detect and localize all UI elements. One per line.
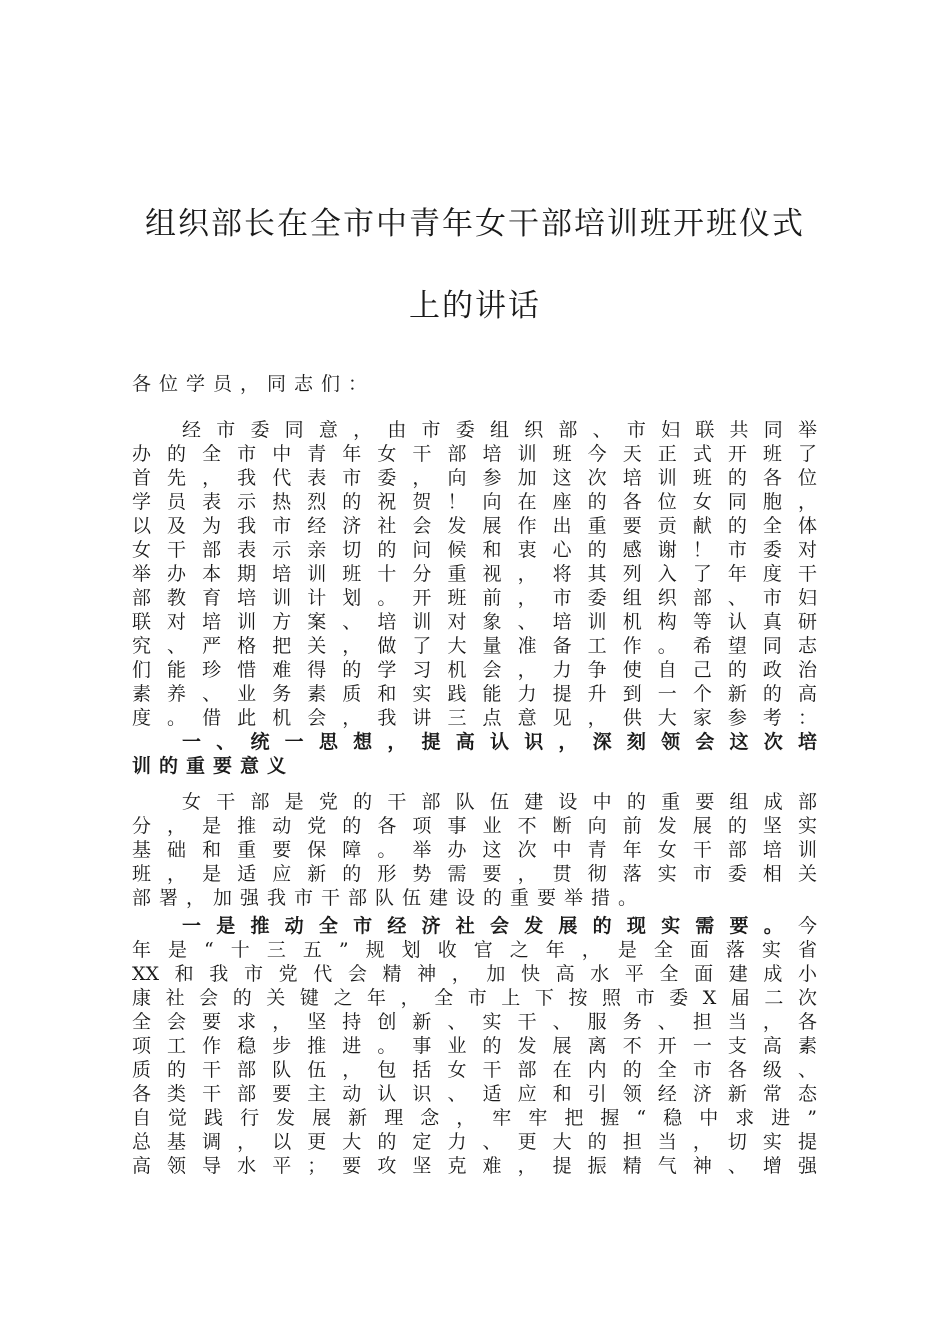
paragraph-line: 自觉践行发展新理念，牢牢把握“稳中求进” [132, 1107, 817, 1129]
section-heading-line: 一、统一思想，提高认识，深刻领会这次培 [182, 731, 817, 753]
paragraph-lead-text: 一是推动全市经济社会发展的现实需要。 [182, 915, 798, 937]
paragraph-line: 举办本期培训班十分重视，将其列入了年度干 [132, 563, 817, 585]
paragraph-line: 班，是适应新的形势需要，贯彻落实市委相关 [132, 863, 817, 885]
paragraph-line: 部教育培训计划。开班前，市委组织部、市妇 [132, 587, 817, 609]
paragraph-line: 各类干部要主动认识、适应和引领经济新常态 [132, 1083, 817, 1105]
salutation: 各位学员，同志们： [132, 373, 376, 395]
paragraph-line: 以及为我市经济社会发展作出重要贡献的全体 [132, 515, 817, 537]
paragraph-line: 高领导水平；要攻坚克难，提振精气神、增强 [132, 1155, 817, 1177]
paragraph-line: 经市委同意，由市委组织部、市妇联共同举 [182, 419, 817, 441]
paragraph-line: 办的全市中青年女干部培训班今天正式开班了 [132, 443, 817, 465]
paragraph-line: 女干部表示亲切的问候和衷心的感谢！市委对 [132, 539, 817, 561]
section-heading-line: 训的重要意义 [132, 755, 295, 777]
paragraph-line: 全会要求，坚持创新、实干、服务、担当，各 [132, 1011, 817, 1033]
paragraph-line: 年是“十三五”规划收官之年，是全面落实省 [132, 939, 817, 961]
paragraph-line: 康社会的关键之年，全市上下按照市委X届二次 [132, 987, 817, 1009]
paragraph-text: 今 [797, 915, 817, 937]
paragraph-line: 总基调，以更大的定力、更大的担当，切实提 [132, 1131, 817, 1153]
paragraph-line: 基础和重要保障。举办这次中青年女干部培训 [132, 839, 817, 861]
paragraph-line: 项工作稳步推进。事业的发展离不开一支高素 [132, 1035, 817, 1057]
paragraph-line: XX和我市党代会精神，加快高水平全面建成小 [132, 963, 817, 985]
paragraph-line: 首先，我代表市委，向参加这次培训班的各位 [132, 467, 817, 489]
paragraph-line: 究、严格把关，做了大量准备工作。希望同志 [132, 635, 817, 657]
paragraph-line [182, 914, 817, 938]
paragraph-line: 部署，加强我市干部队伍建设的重要举措。 [132, 887, 646, 909]
document-title-line-2: 上的讲话 [409, 288, 541, 324]
paragraph-line: 联对培训方案、培训对象、培训机构等认真研 [132, 611, 817, 633]
paragraph-line: 素养、业务素质和实践能力提升到一个新的高 [132, 683, 817, 705]
paragraph-line: 女干部是党的干部队伍建设中的重要组成部 [182, 791, 817, 813]
paragraph-line: 们能珍惜难得的学习机会，力争使自己的政治 [132, 659, 817, 681]
paragraph-line: 度。借此机会，我讲三点意见，供大家参考： [132, 707, 817, 729]
paragraph-line: 分，是推动党的各项事业不断向前发展的坚实 [132, 815, 817, 837]
document-title-line-1: 组织部长在全市中青年女干部培训班开班仪式 [145, 206, 805, 242]
paragraph-line: 学员表示热烈的祝贺！向在座的各位女同胞， [132, 491, 817, 513]
paragraph-line: 质的干部队伍，包括女干部在内的全市各级、 [132, 1059, 817, 1081]
